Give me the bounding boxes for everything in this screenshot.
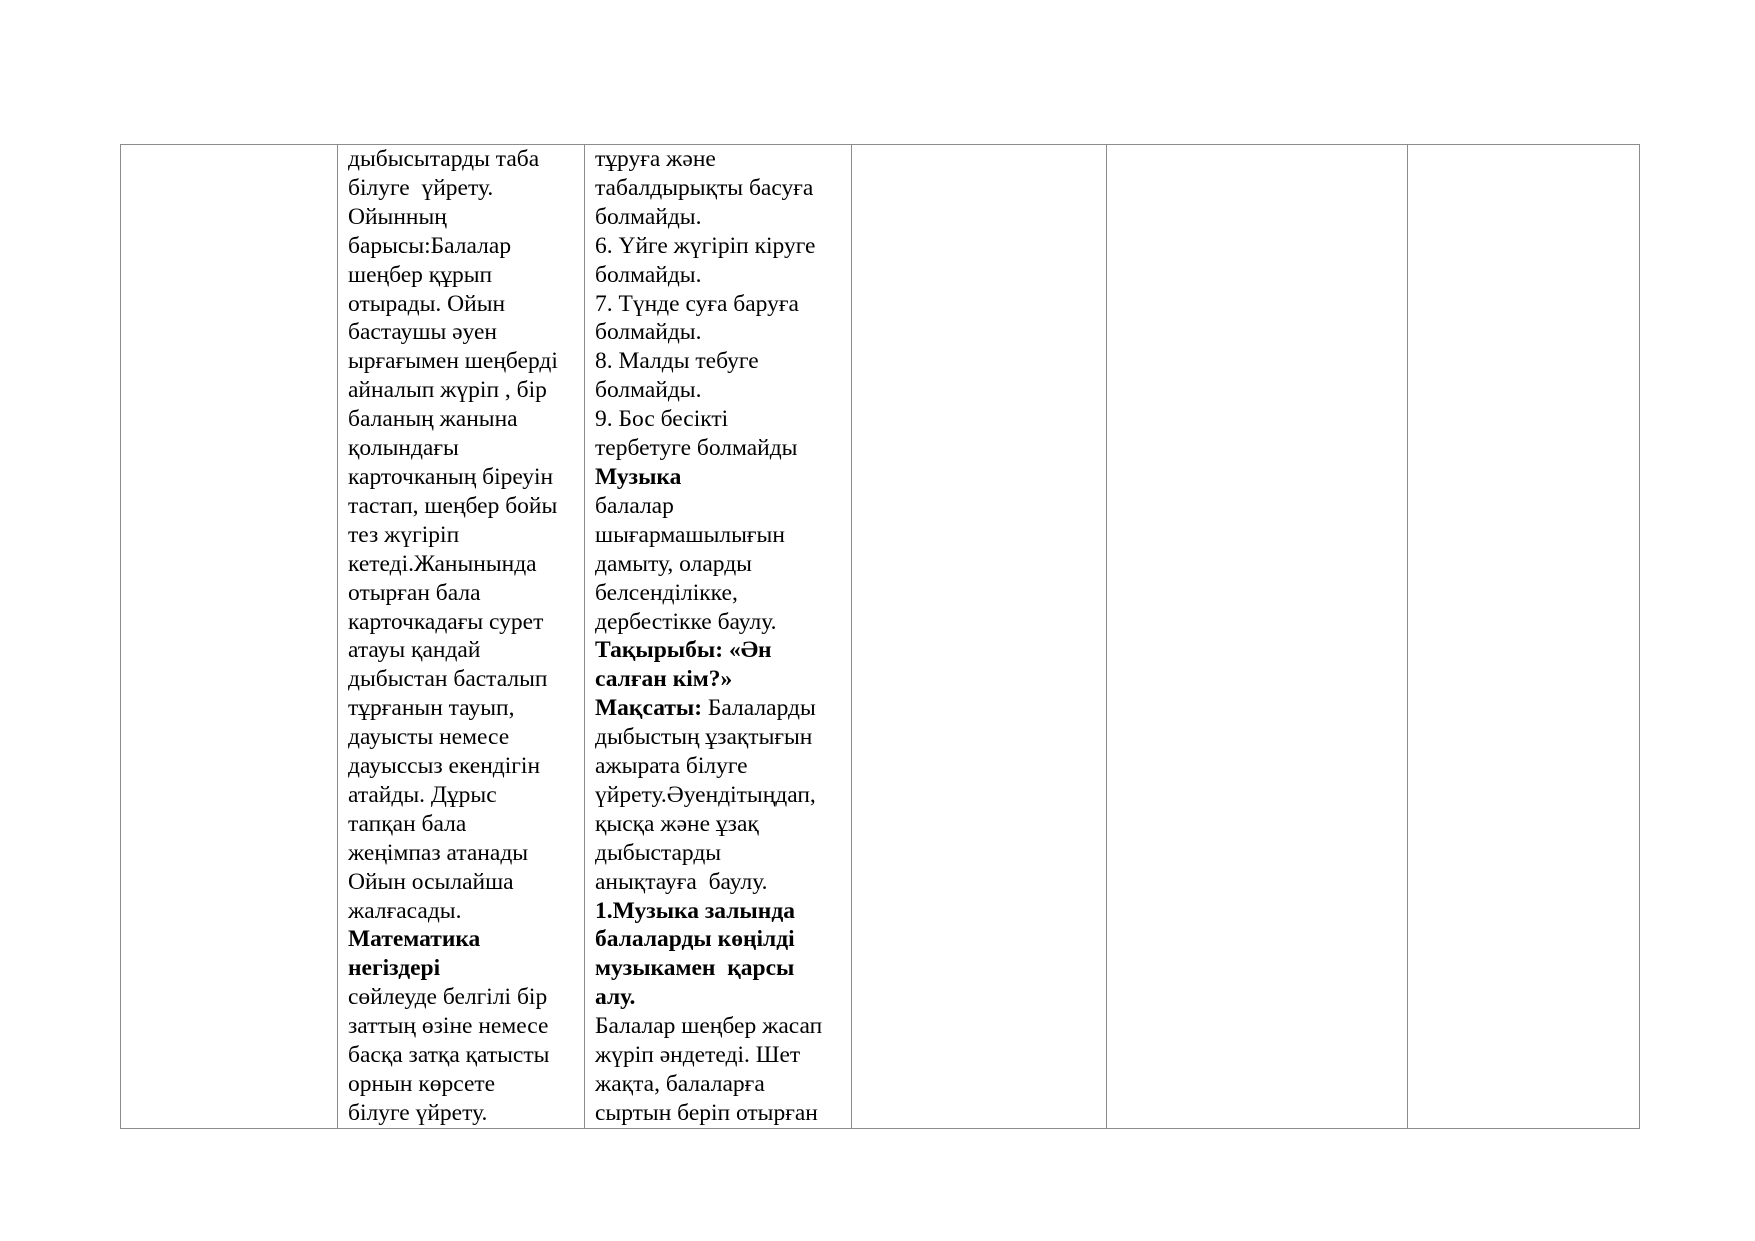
text-line: бастаушы әуен — [348, 319, 497, 346]
text-line: орнын көрсете — [348, 1071, 496, 1097]
text-line: карточканың біреуін — [348, 463, 554, 490]
text-line: жеңімпаз атанады — [348, 839, 529, 866]
text-line: отырады. Ойын — [348, 290, 506, 317]
text-line: сыртын беріп отырған — [595, 1099, 818, 1126]
text-line: жүріп әндетеді. Шет — [595, 1042, 801, 1069]
table-cell-col-1 — [121, 145, 338, 1129]
section-heading-mathematics: негіздері — [348, 955, 441, 982]
table-cell-col-2 — [338, 145, 585, 1129]
text-line: шеңбер құрып — [348, 261, 493, 288]
text-line: ажырата білуге — [595, 753, 748, 780]
text-line: атайды. Дұрыс — [348, 781, 497, 808]
text-line: баланың жанына — [348, 406, 518, 433]
text-line: тұруға және — [595, 146, 716, 172]
text-line: жалғасады. — [348, 897, 462, 924]
goal-text: Балаларды — [702, 695, 816, 722]
table-cell-col-3 — [585, 145, 852, 1129]
text-line: қысқа және ұзақ — [595, 810, 759, 837]
text-line: карточкадағы сурет — [348, 608, 544, 635]
text-line: қолындағы — [348, 435, 459, 462]
text-line: сөйлеуде белгілі бір — [348, 984, 548, 1011]
text-line: тербетуге болмайды — [595, 435, 798, 462]
section-heading-mathematics: Математика — [348, 926, 481, 953]
section-heading-music: Музыка — [595, 463, 682, 490]
table-cell-col-6 — [1408, 145, 1640, 1129]
cell-text-col-3 — [585, 145, 851, 1128]
lesson-plan-table — [120, 144, 1640, 1129]
table-cell-col-5 — [1107, 145, 1408, 1129]
text-line: отырған бала — [348, 579, 481, 606]
step-heading: алу. — [595, 984, 636, 1011]
text-line: Балалар шеңбер жасап — [595, 1013, 823, 1040]
text-line: дауысты немесе — [348, 724, 510, 751]
text-line: заттың өзіне немесе — [348, 1013, 549, 1040]
text-line: дербестікке баулу. — [595, 608, 777, 635]
text-line: дыбыстан басталып — [348, 666, 548, 693]
text-line: болмайды. — [595, 319, 702, 346]
text-line: болмайды. — [595, 261, 702, 288]
topic-heading: Тақырыбы: «Ән — [595, 637, 772, 664]
text-line: Ойын осылайша — [348, 868, 514, 895]
step-heading: 1.Музыка залында — [595, 897, 795, 924]
text-line: барысы:Балалар — [348, 232, 512, 259]
text-line: тапқан бала — [348, 810, 467, 837]
text-line: шығармашылығын — [595, 521, 785, 548]
text-line: тастап, шеңбер бойы — [348, 492, 558, 519]
text-line: кетеді.Жанынында — [348, 550, 537, 577]
text-line: үйрету.Әуендітыңдап, — [595, 781, 816, 808]
text-line: балалар — [595, 492, 674, 519]
text-line: табалдырықты басуға — [595, 174, 814, 201]
text-line: дыбыстарды — [595, 839, 722, 866]
text-line: дауыссыз екендігін — [348, 753, 541, 780]
cell-text-col-2 — [338, 145, 584, 1128]
text-line: жақта, балаларға — [595, 1071, 765, 1097]
topic-heading: салған кім?» — [595, 666, 733, 693]
text-line: тұрғанын тауып, — [348, 695, 515, 722]
goal-label: Мақсаты: — [595, 695, 703, 722]
text-line: 9. Бос бесікті — [595, 406, 729, 433]
text-line: айналып жүріп , бір — [348, 377, 547, 404]
text-line: 8. Малды тебуге — [595, 348, 759, 375]
text-line: тез жүгіріп — [348, 521, 460, 548]
text-line: дамыту, оларды — [595, 550, 752, 577]
text-line: болмайды. — [595, 377, 702, 404]
text-line: білуге үйрету. — [348, 174, 494, 201]
text-line: басқа затқа қатысты — [348, 1042, 550, 1069]
text-line: білуге үйрету. — [348, 1099, 488, 1126]
step-heading: музыкамен қарсы — [595, 955, 795, 982]
step-heading: балаларды көңілді — [595, 926, 795, 953]
text-line: дыбыстың ұзақтығын — [595, 724, 813, 751]
text-line — [595, 694, 847, 723]
text-line: ырғағымен шеңберді — [348, 348, 558, 375]
table-row — [121, 145, 1640, 1129]
text-line: Ойынның — [348, 203, 447, 230]
text-line: белсенділікке, — [595, 579, 738, 606]
text-line: анықтауға баулу. — [595, 868, 768, 895]
text-line: 7. Түнде суға баруға — [595, 290, 799, 317]
text-line: болмайды. — [595, 203, 702, 230]
text-line: атауы қандай — [348, 637, 481, 664]
text-line: 6. Үйге жүгіріп кіруге — [595, 232, 816, 259]
table-cell-col-4 — [852, 145, 1107, 1129]
text-line: дыбысытарды таба — [348, 146, 540, 172]
